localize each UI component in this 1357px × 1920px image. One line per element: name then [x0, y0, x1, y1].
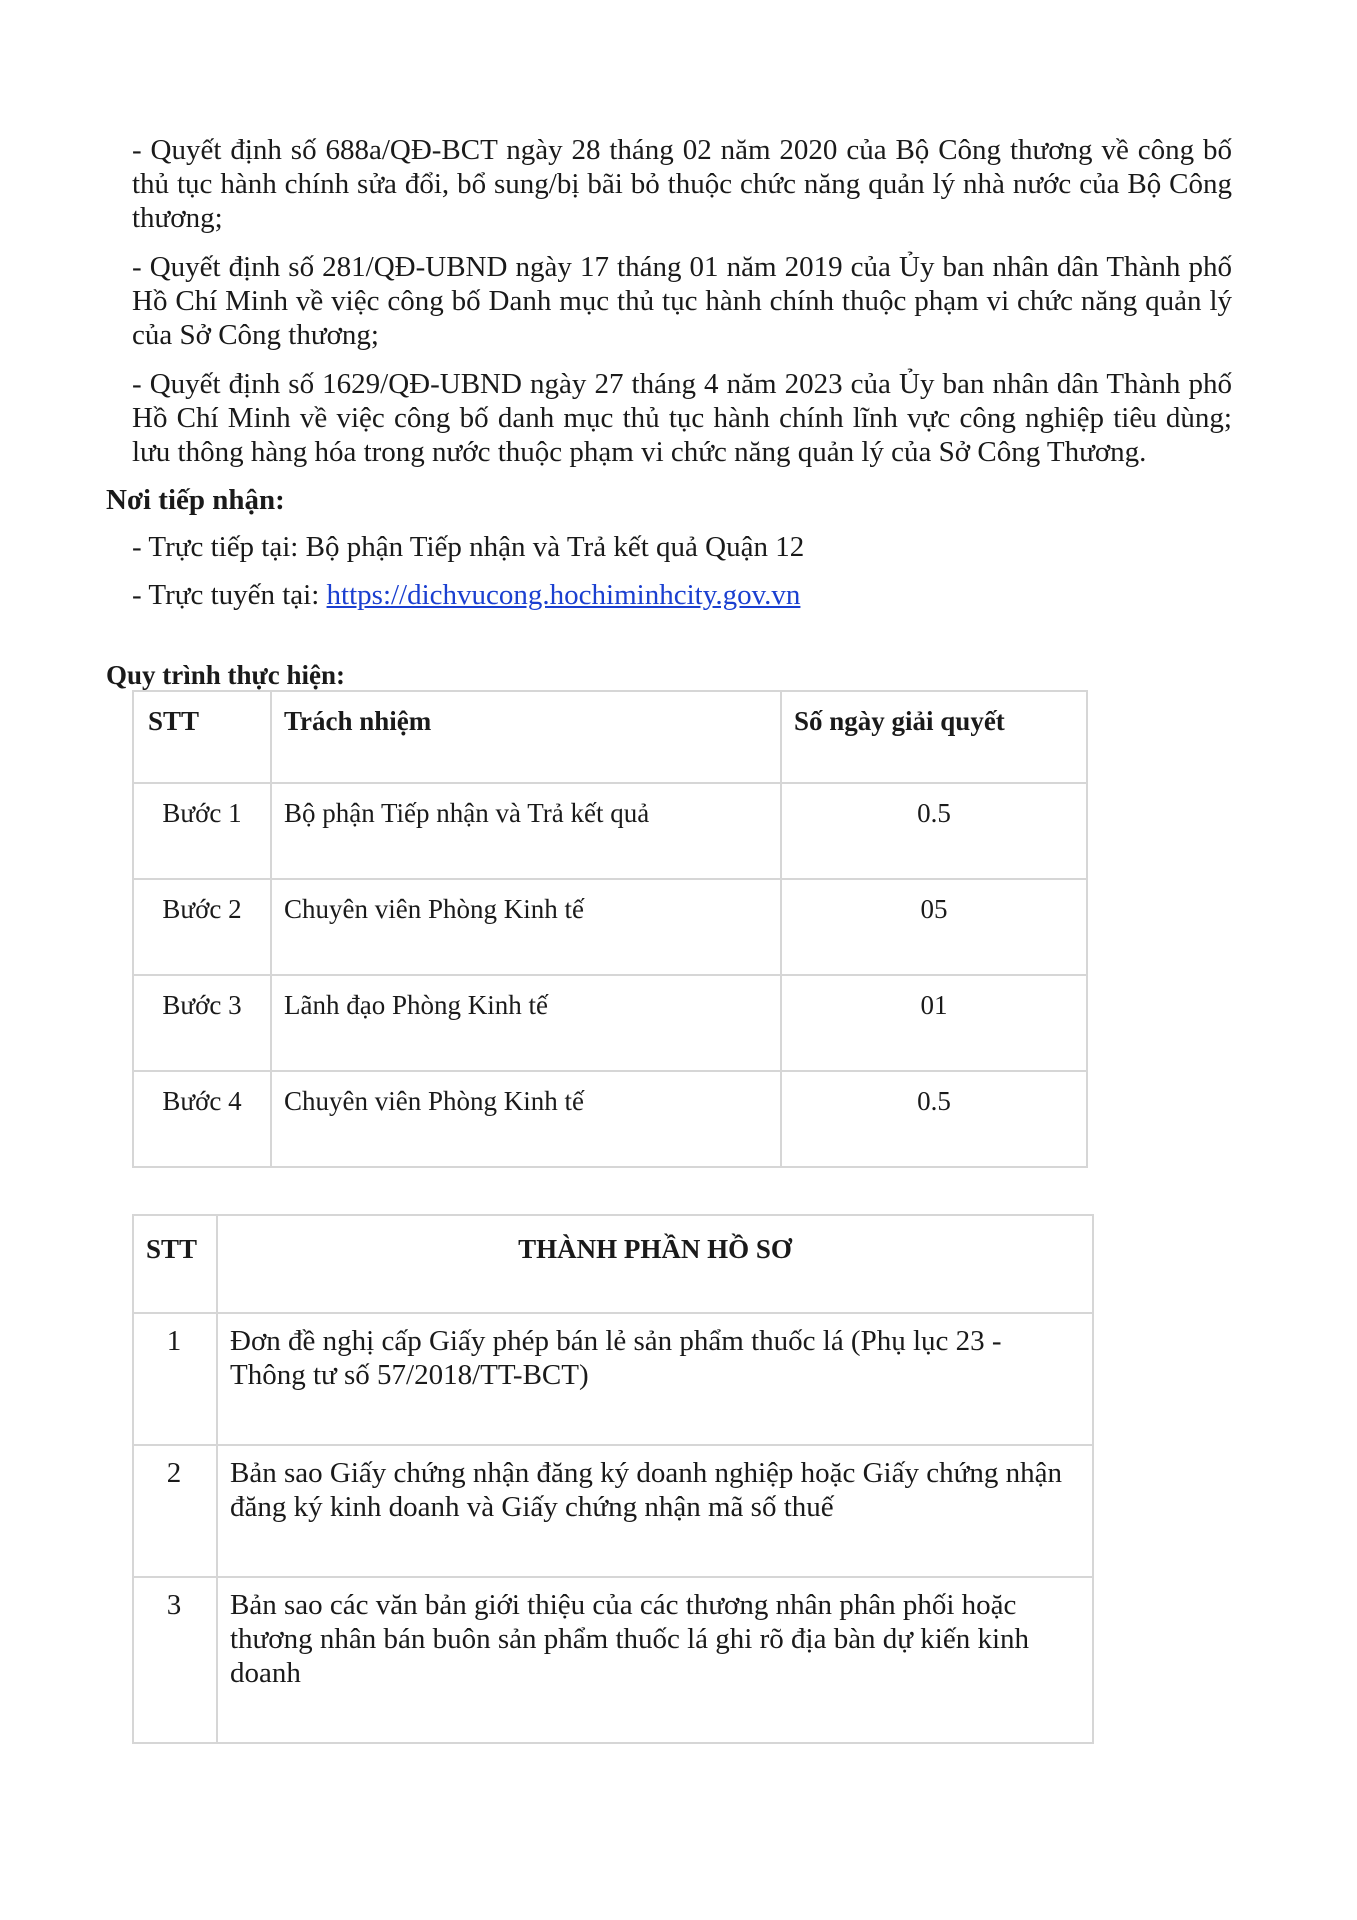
online-service-link[interactable]: https://dichvucong.hochiminhcity.gov.vn: [326, 579, 801, 611]
process-table: [132, 690, 1088, 1168]
process-responsibility: Lãnh đạo Phòng Kinh tế: [271, 975, 781, 1071]
process-responsibility: Chuyên viên Phòng Kinh tế: [271, 879, 781, 975]
process-heading: Quy trình thực hiện:: [106, 660, 345, 690]
dossier-item: Bản sao Giấy chứng nhận đăng ký doanh nghiệp hoặc Giấy chứng nhận đăng ký kinh doanh và Giấy chứng nhận mã số thuế: [217, 1445, 1093, 1577]
process-step: Bước 1: [133, 783, 271, 879]
reception-online: [132, 578, 800, 612]
process-step: Bước 2: [133, 879, 271, 975]
table-row: [133, 975, 1087, 1071]
dossier-header-components: THÀNH PHẦN HỒ SƠ: [217, 1215, 1093, 1313]
table-row: [133, 1071, 1087, 1167]
process-header-days: Số ngày giải quyết: [781, 691, 1087, 783]
process-header-stt: STT: [133, 691, 271, 783]
reception-direct: - Trực tiếp tại: Bộ phận Tiếp nhận và Trả kết quả Quận 12: [132, 531, 805, 563]
reception-online-prefix: - Trực tuyến tại:: [132, 579, 327, 611]
table-row: [133, 1577, 1093, 1743]
table-row: [133, 783, 1087, 879]
table-row: [133, 1313, 1093, 1445]
process-responsibility: Chuyên viên Phòng Kinh tế: [271, 1071, 781, 1167]
legal-basis-item-2: - Quyết định số 281/QĐ-UBND ngày 17 tháng 01 năm 2019 của Ủy ban nhân dân Thành phố Hồ Chí Minh về việc công bố Danh mục thủ tục hành chính thuộc phạm vi chức năng quản lý của Sở Công thương;: [132, 251, 1232, 351]
dossier-no: 3: [133, 1577, 217, 1743]
legal-basis-item-3: - Quyết định số 1629/QĐ-UBND ngày 27 tháng 4 năm 2023 của Ủy ban nhân dân Thành phố Hồ Chí Minh về việc công bố danh mục thủ tục hành chính lĩnh vực công nghiệp tiêu dùng; lưu thông hàng hóa trong nước thuộc phạm vi chức năng quản lý của Sở Công Thương.: [132, 368, 1232, 468]
dossier-item: Bản sao các văn bản giới thiệu của các thương nhân phân phối hoặc thương nhân bán buôn sản phẩm thuốc lá ghi rõ địa bàn dự kiến kinh doanh: [217, 1577, 1093, 1743]
dossier-no: 2: [133, 1445, 217, 1577]
dossier-no: 1: [133, 1313, 217, 1445]
process-step: Bước 4: [133, 1071, 271, 1167]
process-days: 0.5: [781, 1071, 1087, 1167]
process-responsibility: Bộ phận Tiếp nhận và Trả kết quả: [271, 783, 781, 879]
process-step: Bước 3: [133, 975, 271, 1071]
table-row: [133, 879, 1087, 975]
reception-heading: Nơi tiếp nhận:: [106, 484, 285, 516]
process-header-responsibility: Trách nhiệm: [271, 691, 781, 783]
process-days: 05: [781, 879, 1087, 975]
dossier-item: Đơn đề nghị cấp Giấy phép bán lẻ sản phẩm thuốc lá (Phụ lục 23 - Thông tư số 57/2018/TT-BCT): [217, 1313, 1093, 1445]
process-days: 0.5: [781, 783, 1087, 879]
dossier-table-header-row: [133, 1215, 1093, 1313]
dossier-table: [132, 1214, 1094, 1744]
table-row: [133, 1445, 1093, 1577]
process-days: 01: [781, 975, 1087, 1071]
legal-basis-item-1: - Quyết định số 688a/QĐ-BCT ngày 28 tháng 02 năm 2020 của Bộ Công thương về công bố thủ tục hành chính sửa đổi, bổ sung/bị bãi bỏ thuộc chức năng quản lý nhà nước của Bộ Công thương;: [132, 134, 1232, 234]
process-table-header-row: [133, 691, 1087, 783]
dossier-header-stt: STT: [133, 1215, 217, 1313]
